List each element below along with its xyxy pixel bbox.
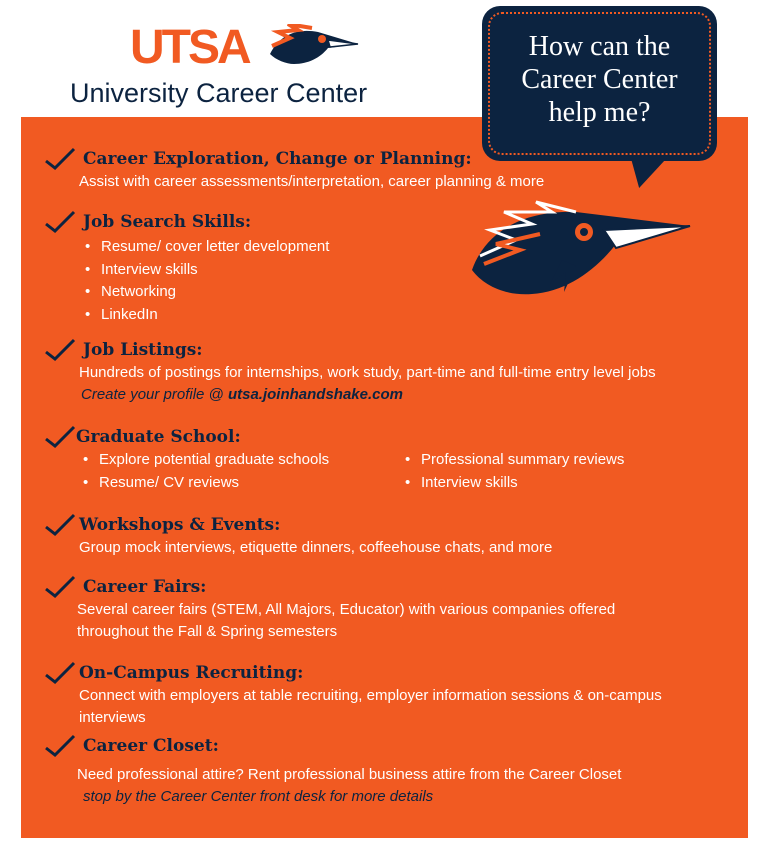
- check-mark-icon: [43, 513, 77, 537]
- section-text: Group mock interviews, etiquette dinners, coffeehouse chats, and more: [79, 539, 553, 556]
- list-item: • Explore potential graduate schools: [79, 449, 329, 472]
- section-text: throughout the Fall & Spring semesters: [77, 623, 338, 640]
- bullet-list: [81, 236, 329, 326]
- bubble-text: How can the Career Center help me?: [521, 31, 678, 128]
- list-item: • Networking: [81, 281, 329, 304]
- check-mark-icon: [43, 661, 77, 685]
- list-item: • Resume/ cover letter development: [81, 236, 329, 259]
- bullet-list-right: [401, 449, 624, 494]
- check-mark-icon: [43, 575, 77, 599]
- check-mark-icon: [43, 338, 77, 362]
- section-title: Graduate School:: [76, 427, 241, 447]
- check-mark-icon: [43, 147, 77, 171]
- section-text: Hundreds of postings for internships, work study, part-time and full-time entry level jobs: [79, 364, 656, 381]
- section-title: Career Fairs:: [83, 577, 207, 597]
- check-mark-icon: [43, 210, 77, 234]
- section-text: Connect with employers at table recruiting, employer information sessions & on-campus: [79, 687, 662, 704]
- logo-wordmark: UTSA: [130, 21, 249, 74]
- page-subtitle: University Career Center: [70, 78, 368, 108]
- section-title: Career Exploration, Change or Planning:: [83, 149, 472, 169]
- section-text: Several career fairs (STEM, All Majors, Educator) with various companies offered: [77, 601, 616, 618]
- section-title: Job Search Skills:: [83, 212, 252, 232]
- check-mark-icon: [43, 425, 77, 449]
- bullet-list-left: [79, 449, 329, 494]
- check-mark-icon: [43, 734, 77, 758]
- question-bubble: [482, 6, 717, 161]
- list-item: • LinkedIn: [81, 304, 329, 327]
- section-text: Need professional attire? Rent professional business attire from the Career Closet: [77, 766, 622, 783]
- section-text: Assist with career assessments/interpretation, career planning & more: [79, 173, 545, 190]
- section-title: Job Listings:: [83, 340, 203, 360]
- section-title: Workshops & Events:: [79, 515, 281, 535]
- handshake-link-line: Create your profile @ utsa.joinhandshake.com: [81, 386, 403, 403]
- section-title: On-Campus Recruiting:: [79, 663, 304, 683]
- section-title: Career Closet:: [83, 736, 219, 756]
- list-item: • Interview skills: [81, 259, 329, 282]
- list-item: • Professional summary reviews: [401, 449, 624, 472]
- utsa-logo: [70, 18, 430, 114]
- list-item: • Interview skills: [401, 472, 624, 495]
- handshake-url[interactable]: utsa.joinhandshake.com: [227, 386, 403, 403]
- section-note: stop by the Career Center front desk for more details: [83, 788, 434, 805]
- list-item: • Resume/ CV reviews: [79, 472, 329, 495]
- section-text: interviews: [79, 709, 146, 726]
- roadrunner-icon: [466, 200, 692, 300]
- roadrunner-icon: [268, 24, 360, 72]
